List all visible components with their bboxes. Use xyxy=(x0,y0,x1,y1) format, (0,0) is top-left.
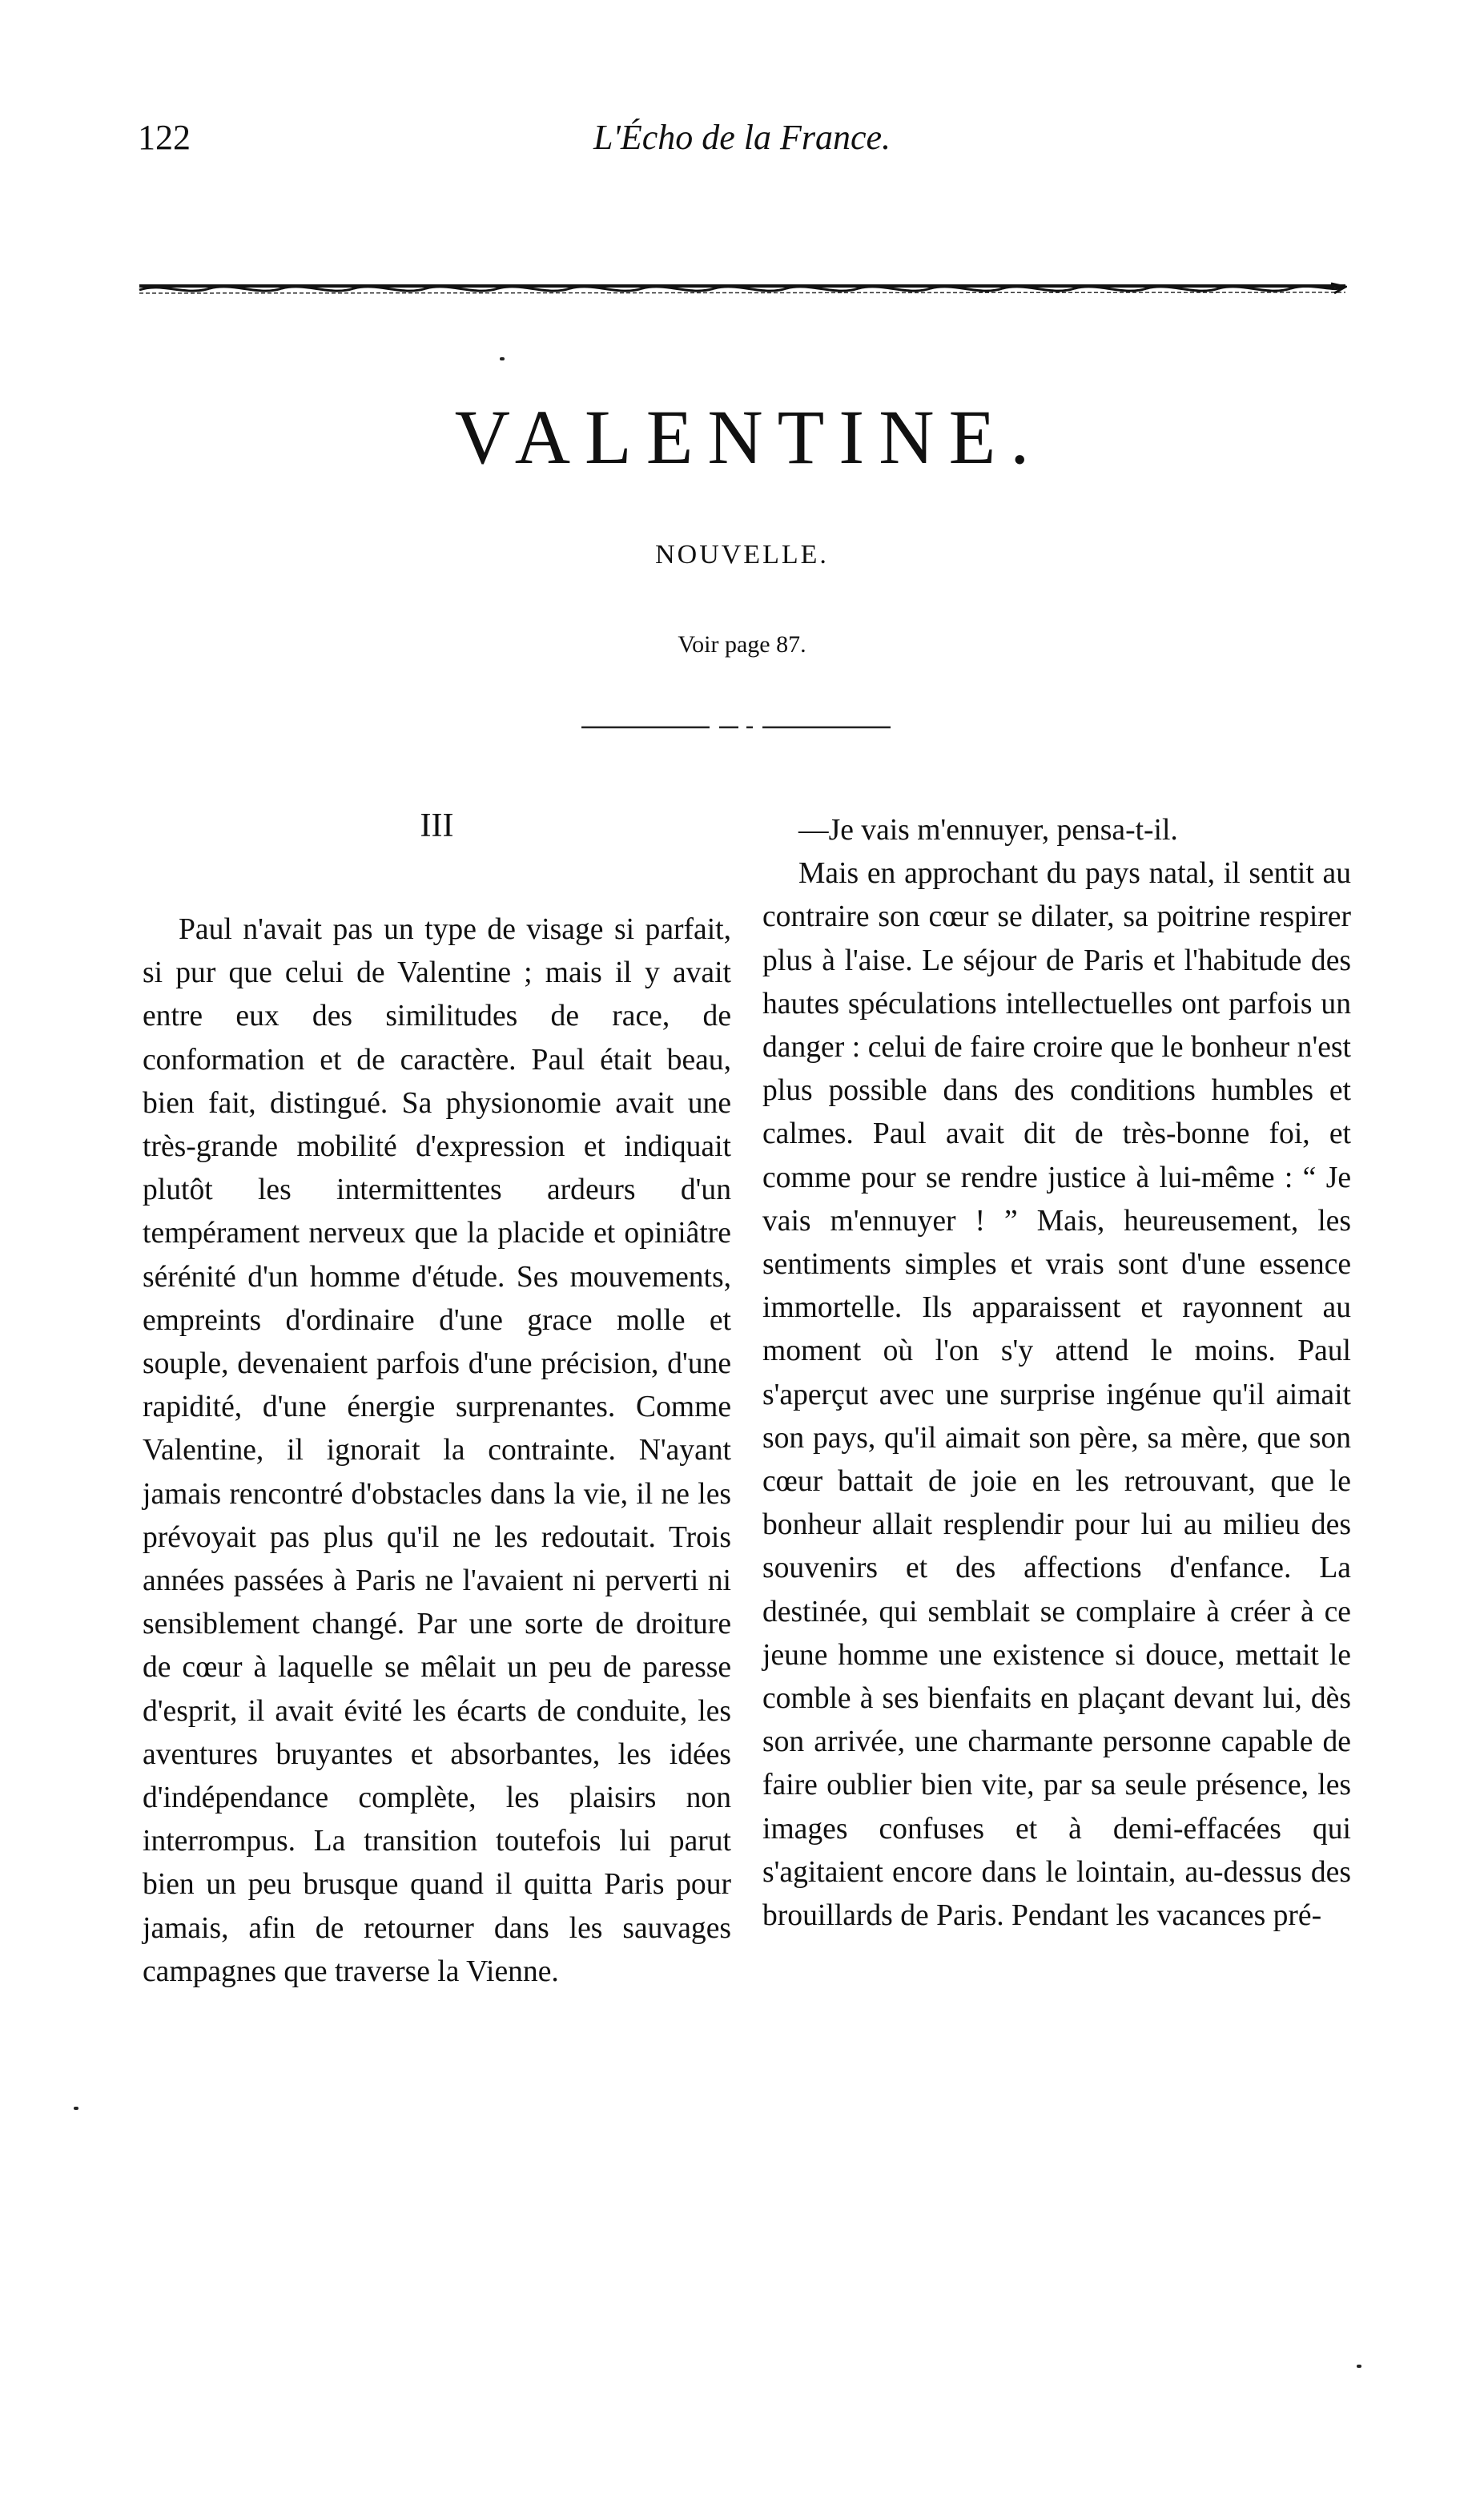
article-title: VALENTINE. xyxy=(454,394,1044,480)
decorative-rule-ornament xyxy=(138,279,1347,300)
dialogue-line: —Je vais m'ennuyer, pensa-t-il. xyxy=(798,814,1178,847)
page-number: 122 xyxy=(138,118,191,157)
page-reference: Voir page 87. xyxy=(678,631,806,658)
paragraph: Paul n'avait pas un type de visage si parfait, si pur que celui de Valentine ; mais il y avait entre eux des similitudes de race, de conformation et de caractère. Paul était beau, bien fait, distingué. Sa physionomie avait une très-grande mobilité d'expression et indiquait plutôt les intermittentes ardeurs d'un tempérament nerveux que la placide et opiniâtre sérénité d'un homme d'étude. Ses mouvements, empreints d'ordinaire d'une grace molle et souple, devenaient parfois d'une précision, d'une rapidité, d'une énergie surprenantes. Comme Valentine, il ignorait la contrainte. N'ayant jamais rencontré d'obstacles dans la vie, il ne les prévoyait pas plus qu'il ne les redoutait. Trois années passées à Paris ne l'avaient ni perverti ni sensiblement changé. Par une sorte de droiture de cœur à laquelle se mêlait un peu de paresse d'esprit, il avait évité les écarts de conduite, les aventures bruyantes et absorbantes, les idées d'indépendance complète, les plaisirs non interrompus. La transition toutefois lui parut bien un peu brusque quand il quitta Paris pour jamais, afin de retourner dans les sauvages campagnes que traverse la Vienne. xyxy=(143,913,731,1988)
article-subtitle: NOUVELLE. xyxy=(655,540,829,570)
paragraph: Mais en approchant du pays natal, il sentit au contraire son cœur se dilater, sa poitrine respirer plus à l'aise. Le séjour de Paris et l'habitude des hautes spéculations intellectuelles ont parfois un danger : celui de faire croire que le bonheur n'est plus possible dans des conditions humbles et calmes. Paul avait dit de très-bonne foi, et comme pour se rendre justice à lui-même : “ Je vais m'ennuyer ! ” Mais, heureusement, les sentiments simples et vrais sont d'une essence immortelle. Ils apparaissent et rayonnent au moment où l'on s'y attend le moins. Paul s'aperçut avec une surprise ingénue qu'il aimait son pays, qu'il aimait son père, sa mère, que son cœur battait de joie en les retrouvant, que le bonheur allait resplendir pour lui au milieu des souvenirs et des affections d'enfance. La destinée, qui semblait se complaire à créer à ce jeune homme une existence si douce, mettait le comble à ses bienfaits en plaçant devant lui, dès son arrivée, une charmante personne capable de faire oublier bien vite, par sa seule présence, les images confuses et à demi-effacées qui s'agitaient encore dans le lointain, au-dessus des brouillards de Paris. Pendant les vacances pré- xyxy=(762,857,1351,1933)
right-column xyxy=(762,809,1351,1938)
print-speck xyxy=(74,2107,78,2110)
print-speck xyxy=(1357,2365,1361,2368)
running-title: L'Écho de la France. xyxy=(593,118,891,157)
section-heading: III xyxy=(420,807,454,844)
print-speck xyxy=(500,357,505,360)
section-divider xyxy=(581,725,891,730)
left-column xyxy=(143,809,731,1994)
